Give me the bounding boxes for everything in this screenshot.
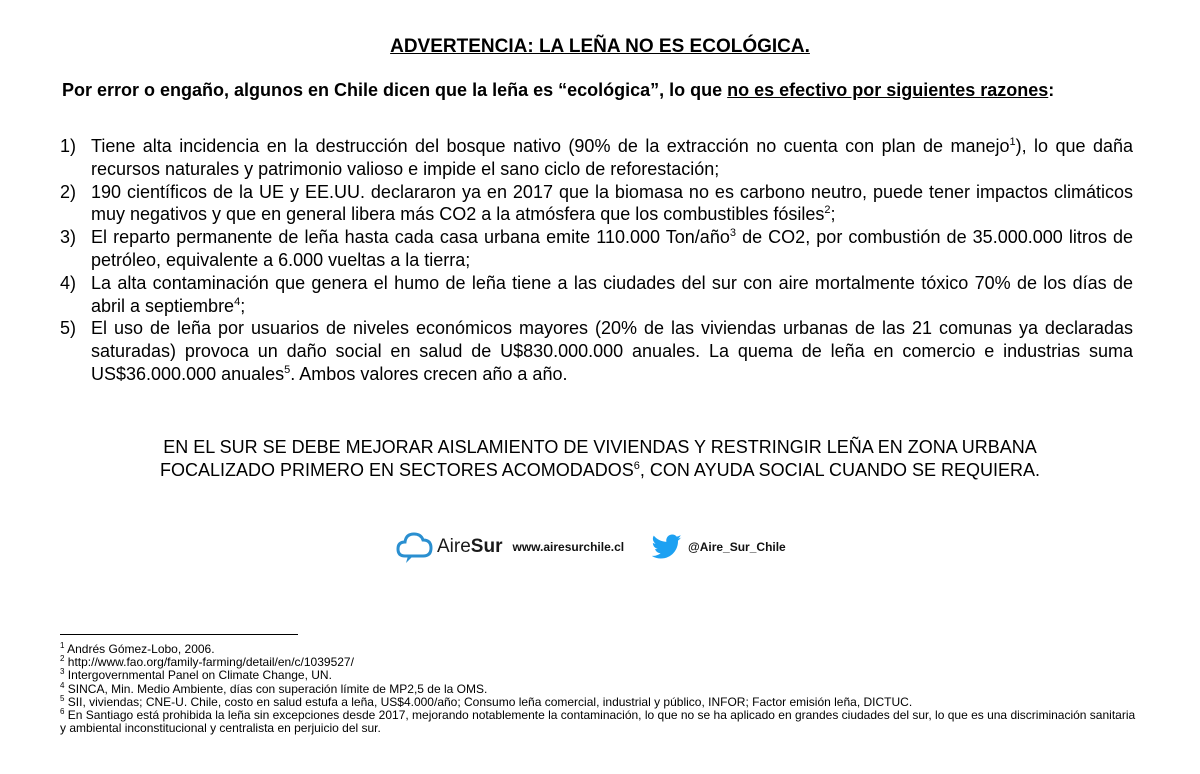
list-item	[60, 135, 1133, 181]
list-item	[60, 226, 1133, 272]
intro-underlined: no es efectivo por siguientes razones	[727, 80, 1049, 100]
footnote-number: 2	[60, 654, 65, 664]
footnote-number: 1	[60, 641, 65, 650]
list-item	[60, 272, 1133, 318]
intro-text: Por error o engaño, algunos en Chile dicen que la leña es “ecológica”, lo que	[62, 80, 728, 100]
footnote-ref: 5	[284, 363, 291, 376]
item-text-after: ), lo que daña recursos naturales y patrimonio valioso e impide el sano ciclo de reforestación;	[91, 136, 1133, 179]
twitter-handle[interactable]: @Aire_Sur_Chile	[688, 540, 786, 554]
intro-suffix: :	[1048, 80, 1055, 100]
item-text-after: de CO2, por combustión de 35.000.000 litros de petróleo, equivalente a 6.000 vueltas a la tierra;	[91, 227, 1133, 270]
airesur-logo	[396, 527, 624, 567]
conclusion	[0, 436, 1200, 482]
footnote-text: SII, viviendas; CNE-U. Chile, costo en salud estufa a leña, US$4.000/año; Consumo leña comercial, industrial y público, INFOR; Factor emisión leña, DICTUC.	[64, 694, 913, 709]
footnote-text: Intergovernmental Panel on Climate Change, UN.	[64, 668, 332, 683]
cloud-icon	[396, 529, 434, 565]
footnote-number: 3	[60, 667, 65, 677]
conclusion-line-1: EN EL SUR SE DEBE MEJORAR AISLAMIENTO DE VIVIENDAS Y RESTRINGIR LEÑA EN ZONA URBANA	[163, 437, 1037, 457]
footnote-ref: 4	[234, 295, 241, 308]
footnote-text: Andrés Gómez-Lobo, 2006.	[64, 642, 215, 656]
footnote-text: SINCA, Min. Medio Ambiente, días con superación límite de MP2,5 de la OMS.	[64, 681, 488, 696]
item-text-after: ;	[240, 295, 246, 316]
item-number: 4)	[60, 272, 77, 293]
website-link[interactable]: www.airesurchile.cl	[512, 540, 625, 554]
item-text: El uso de leña por usuarios de niveles económicos mayores (20% de las viviendas urbanas de las 21 comunas ya declaradas saturadas) provoca un daño social en salud de U$830.000.000 anuales. La quema de leña en comercio e industrias suma US$36.000.000 anuales	[91, 318, 1133, 384]
item-number: 5)	[60, 318, 77, 339]
footnote-ref: 3	[729, 227, 736, 240]
twitter-bird-icon	[652, 534, 682, 560]
item-text: El reparto permanente de leña hasta cada casa urbana emite 110.000 Ton/año	[91, 227, 730, 248]
footnote	[60, 709, 1140, 735]
item-number: 1)	[60, 136, 77, 156]
footnote-ref: 2	[824, 204, 831, 217]
item-text-after: ;	[830, 204, 836, 225]
footnote-ref: 1	[1009, 136, 1016, 148]
footnote-text: http://www.fao.org/family-farming/detail/en/c/1039527/	[64, 655, 354, 670]
intro-paragraph	[62, 80, 1172, 101]
brand-name-bold: Sur	[470, 536, 503, 557]
twitter-link[interactable]	[652, 534, 786, 560]
footnote-number: 4	[60, 680, 65, 690]
conclusion-line-2	[0, 459, 1200, 482]
reasons-list	[60, 135, 1133, 386]
footnote-divider	[60, 634, 298, 635]
brand-name-light: Aire	[437, 536, 471, 557]
brand-name	[437, 536, 502, 558]
footnote-number: 5	[60, 693, 65, 703]
footnote-text: En Santiago está prohibida la leña sin excepciones desde 2017, mejorando notablemente la contaminación, lo que no se ha aplicado en grandes ciudades del sur, lo que es una discriminación sanitaria y ambiental inconstitucional y centralista en perjuicio del sur.	[60, 708, 1136, 736]
footnotes	[60, 643, 1140, 735]
item-text-after: . Ambos valores crecen año a año.	[290, 363, 568, 384]
list-item	[60, 317, 1133, 385]
list-item	[60, 181, 1133, 227]
item-text: La alta contaminación que genera el humo de leña tiene a las ciudades del sur con aire mortalmente tóxico 70% de los días de abril a septiembre	[91, 272, 1133, 316]
item-number: 3)	[60, 227, 77, 248]
footnote-number: 6	[60, 707, 65, 717]
item-text: 190 científicos de la UE y EE.UU. declararon ya en 2017 que la biomasa no es carbono neutro, puede tener impactos climáticos muy negativos y que en general libera más CO2 a la atmósfera que los combustibles fósiles	[91, 181, 1133, 225]
conclusion-line-2-after: , CON AYUDA SOCIAL CUANDO SE REQUIERA.	[639, 460, 1040, 480]
item-text: Tiene alta incidencia en la destrucción del bosque nativo (90% de la extracción no cuenta con plan de manejo	[91, 136, 1010, 156]
item-number: 2)	[60, 181, 77, 202]
footnote-ref: 6	[633, 460, 640, 472]
document-title: ADVERTENCIA: LA LEÑA NO ES ECOLÓGICA.	[390, 36, 810, 57]
conclusion-line-2-text: FOCALIZADO PRIMERO EN SECTORES ACOMODADOS	[160, 460, 634, 480]
